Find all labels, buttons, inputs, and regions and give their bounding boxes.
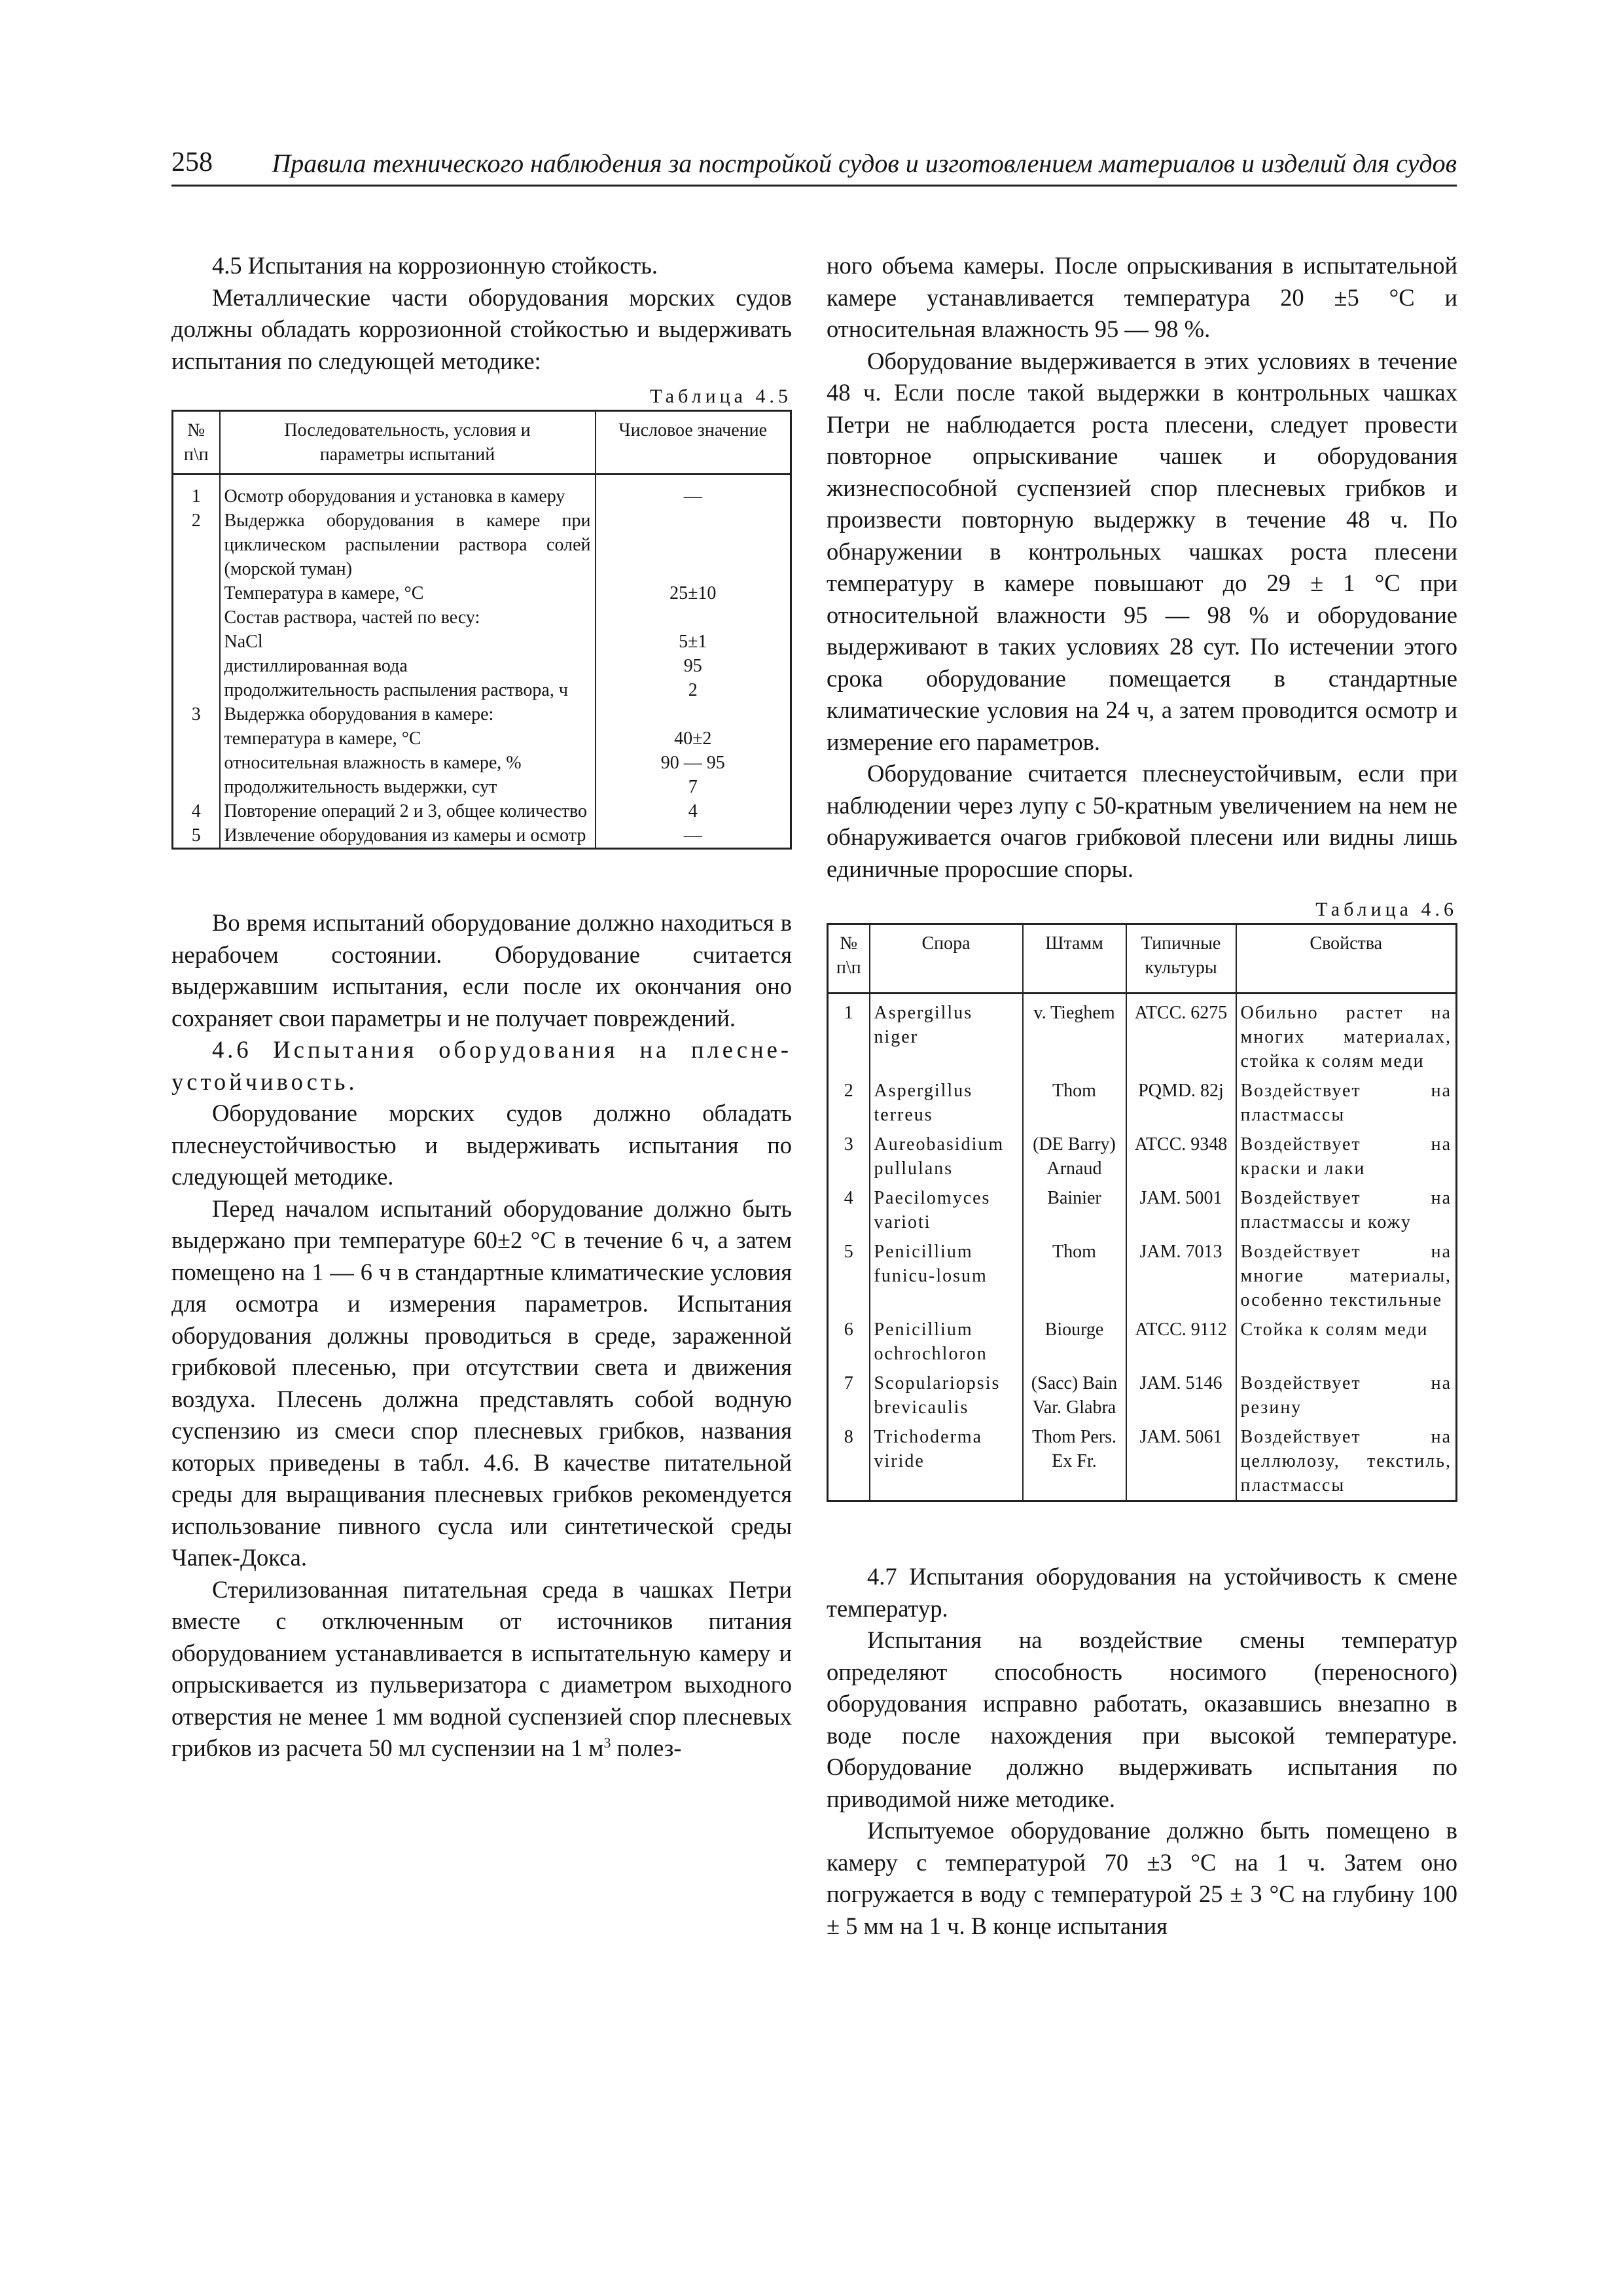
table-caption: Таблица 4.6: [1315, 899, 1457, 920]
paragraph-text: Стерилизованная питательная среда в чашках Петри вместе с отключенным от источников питания оборудованием устанавливается в испытательную камеру и опрыскивается из пульверизатора с диаметром выходного отверстия не менее 1 мм водной суспензией спор плесневых грибков из расчета 50 мл суспензии на 1 м: [171, 1575, 792, 1761]
header-cell: Последовательность, условия и параметры испытаний: [220, 411, 596, 475]
row-text: NaCl: [220, 630, 596, 654]
row-text: Температура в камере, °С: [220, 581, 596, 605]
page-number: 258: [171, 147, 213, 177]
right-column: [827, 250, 1457, 1942]
properties-cell: Стойка к солям меди: [1240, 1319, 1429, 1340]
paragraph: Во время испытаний оборудование должно находиться в нерабочем состоянии. Оборудование считается выдержавшим испытания, если после их окончания оно сохраняет свои параметры и не получает повреждений.: [171, 909, 792, 1031]
row-text: температура в камере, °С: [220, 726, 596, 751]
paragraph: Испытания на воздействие смены температур определяют способность носимого (переносного) оборудования исправно работать, оказавшись внезапно в воде после нахождения при высокой температуре. Оборудование должно выдерживать испытания по приводимой ниже методике.: [827, 1626, 1457, 1812]
header-cell: № п\п: [828, 924, 870, 994]
row-value: —: [683, 486, 702, 507]
culture-cell: ATCC. 6275: [1126, 994, 1236, 1077]
table-row: [173, 654, 791, 678]
paragraph: [171, 1574, 792, 1765]
paragraph: Оборудование считается плеснеустойчивым, если при наблюдении через лупу с 50-кратным увеличением на нем не обнаруживается очагов грибковой плесени или видны лишь единичные проросшие споры.: [827, 760, 1457, 882]
header-cell: Типичные культуры: [1126, 924, 1236, 994]
culture-cell: ATCC. 9112: [1126, 1315, 1236, 1369]
row-number: 5: [173, 823, 220, 849]
table-row: [173, 475, 791, 509]
paragraph-text: полез-: [611, 1734, 682, 1761]
table-row: [173, 726, 791, 751]
table-row: [828, 1076, 1457, 1130]
row-number: 2: [173, 509, 220, 581]
table-4-6: [827, 923, 1457, 1502]
row-value: 40±2: [674, 728, 712, 749]
table-row: [173, 678, 791, 702]
properties-cell: Воздействует на многие материалы, особенно текстильные: [1240, 1242, 1452, 1310]
superscript: 3: [603, 1734, 611, 1751]
row-text: Повторение операций 2 и 3, общее количество: [220, 799, 596, 823]
table-header-row: [828, 924, 1457, 994]
table-row: [173, 702, 791, 726]
table-row: [828, 1369, 1457, 1422]
row-number: 2: [828, 1076, 870, 1130]
table-row: [828, 1315, 1457, 1369]
row-text: продолжительность распыления раствора, ч: [220, 678, 596, 702]
table-row: [173, 823, 791, 849]
culture-cell: ATCC. 9348: [1126, 1130, 1236, 1183]
section-heading-4-5: 4.5 Испытания на коррозионную стойкость.: [212, 252, 658, 279]
spora-cell: Penicillium ochrochloron: [870, 1315, 1023, 1369]
culture-cell: JAM. 5061: [1126, 1422, 1236, 1501]
shtamm-cell: Thom Pers. Ex Fr.: [1023, 1422, 1126, 1501]
table-row: [173, 775, 791, 799]
shtamm-cell: Thom: [1023, 1076, 1126, 1130]
paragraph: Испытуемое оборудование должно быть помещено в камеру с температурой 70 ±3 °С на 1 ч. Затем оно погружается в воду с температурой 25 ± 3 °С на глубину 100 ± 5 мм на 1 ч. В конце испытания: [827, 1817, 1457, 1939]
table-4-5: [171, 410, 792, 850]
running-title: Правила технического наблюдения за постройкой судов и изготовлением материалов и изделий для судов: [272, 149, 1457, 178]
shtamm-cell: (DE Barry) Arnaud: [1023, 1130, 1126, 1183]
culture-cell: JAM. 5146: [1126, 1369, 1236, 1422]
table-row: [173, 751, 791, 775]
section-heading-4-7: 4.7 Испытания оборудования на устойчивость к смене температур.: [827, 1563, 1457, 1622]
row-value: —: [683, 825, 702, 846]
row-number: 1: [173, 475, 220, 509]
row-number: 1: [828, 994, 870, 1077]
spora-cell: Aureobasidium pullulans: [870, 1130, 1023, 1183]
table-row: [173, 509, 791, 581]
row-value: 25±10: [669, 583, 717, 603]
properties-cell: Воздействует на пластмассы и кожу: [1240, 1188, 1452, 1232]
row-number: 7: [828, 1369, 870, 1422]
row-value: 5±1: [679, 632, 707, 652]
header-cell: Штамм: [1023, 924, 1126, 994]
row-number: 3: [173, 702, 220, 726]
left-column: [171, 250, 792, 1765]
row-text: Состав раствора, частей по весу:: [220, 605, 596, 630]
spora-cell: Scopulariopsis brevicaulis: [870, 1369, 1023, 1422]
properties-cell: Воздействует на пластмассы: [1240, 1081, 1452, 1125]
table-row: [173, 581, 791, 605]
row-number: 6: [828, 1315, 870, 1369]
paragraph: ного объема камеры. После опрыскивания в испытательной камере устанавливается температура 20 ±5 °С и относительная влажность 95 — 98 %.: [827, 252, 1457, 342]
spora-cell: Aspergillus terreus: [870, 1076, 1023, 1130]
row-value: 4: [688, 801, 698, 821]
properties-cell: Обильно растет на многих материалах, стойка к солям меди: [1240, 1003, 1452, 1071]
row-number: 4: [828, 1183, 870, 1237]
table-row: [828, 1130, 1457, 1183]
table-header-row: [173, 411, 791, 475]
table-row: [173, 605, 791, 630]
row-text: дистиллированная вода: [220, 654, 596, 678]
spora-cell: Penicillium funicu-losum: [870, 1237, 1023, 1315]
header-cell: № п\п: [173, 411, 220, 475]
table-row: [173, 630, 791, 654]
properties-cell: Воздействует на резину: [1240, 1373, 1452, 1418]
row-value: 2: [688, 680, 698, 700]
table-row: [828, 1422, 1457, 1501]
shtamm-cell: v. Tieghem: [1023, 994, 1126, 1077]
header-cell: Числовое значение: [596, 411, 791, 475]
table-caption: Таблица 4.5: [650, 386, 792, 407]
culture-cell: JAM. 7013: [1126, 1237, 1236, 1315]
paragraph: Оборудование морских судов должно обладать плеснеустойчивостью и выдерживать испытания по следующей методике.: [171, 1100, 792, 1190]
paragraph: Перед началом испытаний оборудование должно быть выдержано при температуре 60±2 °С в течение 6 ч, а затем помещено на 1 — 6 ч в стандартные климатические условия для осмотра и измерения параметров. Испытания оборудования должны проводиться в среде, зараженной грибковой плесенью, при отсутствии света и движения воздуха. Плесень должна представлять собой водную суспензию из смеси спор плесневых грибков, названия которых приведены в табл. 4.6. В качестве питательной среды для выращивания плесневых грибков рекомендуется использование пивного сусла или синтетической среды Чапек-Докса.: [171, 1194, 792, 1571]
table-row: [828, 1183, 1457, 1237]
row-text: Осмотр оборудования и установка в камеру: [220, 475, 596, 509]
running-header: [171, 143, 1457, 187]
row-number: 5: [828, 1237, 870, 1315]
row-text: относительная влажность в камере, %: [220, 751, 596, 775]
shtamm-cell: Thom: [1023, 1237, 1126, 1315]
row-value: 90 — 95: [660, 753, 725, 773]
table-row: [828, 1237, 1457, 1315]
header-cell: Свойства: [1236, 924, 1457, 994]
spora-cell: Aspergillus niger: [870, 994, 1023, 1077]
paragraph: Металлические части оборудования морских судов должны обладать коррозионной стойкостью и выдерживать испытания по следующей методике:: [171, 283, 792, 374]
shtamm-cell: Biourge: [1023, 1315, 1126, 1369]
culture-cell: JAM. 5001: [1126, 1183, 1236, 1237]
spora-cell: Trichoderma viride: [870, 1422, 1023, 1501]
row-text: Выдержка оборудования в камере при циклическом распылении раствора солей (морской туман): [220, 509, 596, 581]
header-cell: Спора: [870, 924, 1023, 994]
table-row: [828, 994, 1457, 1077]
culture-cell: PQMD. 82j: [1126, 1076, 1236, 1130]
paragraph: Оборудование выдерживается в этих условиях в течение 48 ч. Если после такой выдержки в контрольных чашках Петри не наблюдается роста плесени, следует провести повторное опрыскивание чашек и оборудования жизнеспособной суспензией спор плесневых грибков и произвести повторную выдержку в течение 48 ч. По обнаружении в контрольных чашках роста плесени температуру в камере повышают до 29 ± 1 °С при относительной влажности 95 — 98 % и оборудование выдерживают в таких условиях 28 сут. По истечении этого срока оборудование помещается в стандартные климатические условия на 24 ч, а затем проводится осмотр и измерение его параметров.: [827, 347, 1457, 755]
row-number: 8: [828, 1422, 870, 1501]
row-value: 95: [683, 656, 702, 676]
shtamm-cell: Bainier: [1023, 1183, 1126, 1237]
row-text: Извлечение оборудования из камеры и осмотр: [220, 823, 596, 849]
row-text: продолжительность выдержки, сут: [220, 775, 596, 799]
properties-cell: Воздействует на целлюлозу, текстиль, пластмассы: [1240, 1427, 1452, 1496]
section-heading-4-6: 4.6 Испытания оборудования на плесне-устойчивость.: [171, 1036, 792, 1095]
row-number: 3: [828, 1130, 870, 1183]
spora-cell: Paecilomyces varioti: [870, 1183, 1023, 1237]
row-value: 7: [688, 777, 698, 797]
shtamm-cell: (Sacc) Bain Var. Glabra: [1023, 1369, 1126, 1422]
properties-cell: Воздействует на краски и лаки: [1240, 1134, 1452, 1179]
table-row: [173, 799, 791, 823]
table-body: [828, 994, 1457, 1501]
row-number: 4: [173, 799, 220, 823]
row-text: Выдержка оборудования в камере:: [220, 702, 596, 726]
